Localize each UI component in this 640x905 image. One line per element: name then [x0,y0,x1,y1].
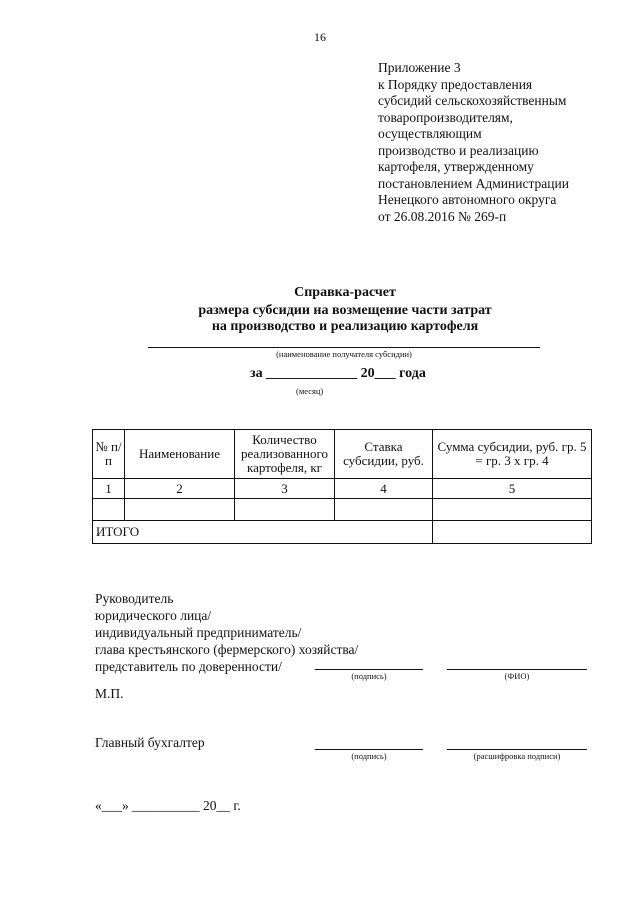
signatory-line: юридического лица/ [95,608,212,623]
period-line: за _____________ 20___ года [250,366,426,381]
signature-caption: (подпись) [351,671,387,681]
annex-line: от 26.08.2016 № 269-п [378,208,507,224]
recipient-name-caption: (наименование получателя субсидии) [276,349,412,359]
accountant-decoding-line[interactable] [447,749,587,750]
column-number: 2 [125,479,235,499]
annex-line: Ненецкого автономного округа [378,192,557,207]
column-number: 5 [433,479,592,499]
document-subtitle-line1: размера субсидии на возмещение части затрат [198,303,492,318]
column-number-row [93,479,592,499]
total-sum-cell[interactable] [433,521,592,544]
table-cell[interactable] [235,499,335,521]
table-cell[interactable] [335,499,433,521]
table-cell[interactable] [125,499,235,521]
total-row [93,521,592,544]
annex-line: картофеля, утвержденному [378,159,534,174]
annex-line: Приложение 3 [378,60,461,75]
annex-line: производство и реализацию [378,142,539,158]
annex-line: постановлением Администрации [378,175,569,191]
annex-header [378,60,628,225]
recipient-name-line[interactable] [148,347,540,348]
page-number: 16 [314,30,326,44]
signatory-line: индивидуальный предприниматель/ [95,625,302,640]
signatory-line: представитель по доверенности/ [95,659,282,674]
table-cell[interactable] [93,499,125,521]
header-cell-name: Наименование [125,430,235,479]
column-number: 1 [93,479,125,499]
signature-caption: (подпись) [351,751,387,761]
annex-line: к Порядку предоставления [378,76,533,92]
document-title: Справка-расчет [294,285,396,300]
annex-line: субсидий сельскохозяйственным [378,93,567,108]
column-number: 4 [335,479,433,499]
annex-line: товаропроизводителям, [378,109,513,125]
head-fio-line[interactable] [447,669,587,670]
head-signatory-block [95,590,358,675]
document-subtitle-line2: на производство и реализацию картофеля [211,319,479,334]
total-label: ИТОГО [93,521,433,544]
header-cell-rate: Ставка субсидии, руб. [335,430,433,479]
fio-caption: (ФИО) [504,671,530,681]
table-header-row [93,430,592,479]
month-caption: (месяц) [296,386,324,396]
annex-line: осуществляющим [378,126,482,141]
chief-accountant-label: Главный бухгалтер [95,735,205,750]
date-line: «___» __________ 20__ г. [95,798,241,813]
head-signature-line[interactable] [315,669,423,670]
column-number: 3 [235,479,335,499]
table-cell[interactable] [433,499,592,521]
signature-decoding-caption: (расшифровка подписи) [473,751,561,761]
signatory-line: Руководитель [95,591,174,606]
signatory-line: глава крестьянского (фермерского) хозяйства/ [95,642,359,657]
stamp-place: М.П. [95,686,124,701]
header-cell-number: № п/п [93,430,125,479]
header-cell-quantity: Количество реализованного картофеля, кг [235,430,335,479]
header-cell-sum: Сумма субсидии, руб. гр. 5 = гр. 3 x гр. 4 [433,430,592,479]
accountant-signature-line[interactable] [315,749,423,750]
table-row [93,499,592,521]
subsidy-table [92,429,592,544]
